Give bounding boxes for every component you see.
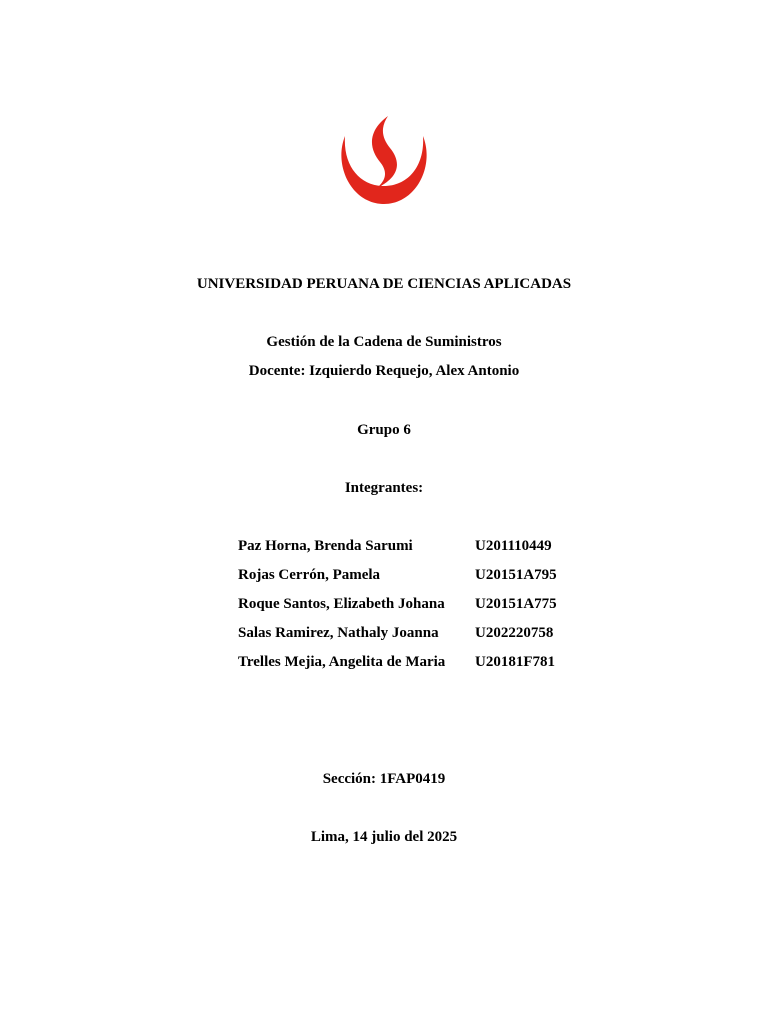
member-name: Salas Ramirez, Nathaly Joanna [238,625,439,641]
section-label: Sección: 1FAP0419 [322,771,446,787]
university-name: UNIVERSIDAD PERUANA DE CIENCIAS APLICADAS [196,276,572,292]
member-code: U201110449 [475,538,552,554]
university-logo-icon [336,114,432,206]
member-name: Trelles Mejia, Angelita de Maria [238,654,446,670]
members-heading: Integrantes: [344,480,424,496]
member-row [238,653,638,682]
member-code: U20181F781 [475,654,555,670]
teacher-name: Docente: Izquierdo Requejo, Alex Antonio [248,363,520,379]
member-name: Roque Santos, Elizabeth Johana [238,596,445,612]
course-title: Gestión de la Cadena de Suministros [266,334,502,350]
member-name: Paz Horna, Brenda Sarumi [238,538,413,554]
member-code: U20151A795 [475,567,557,583]
member-row [238,537,638,566]
member-row [238,566,638,595]
member-name: Rojas Cerrón, Pamela [238,567,381,583]
group-label: Grupo 6 [357,422,411,438]
members-list [238,537,638,682]
place-date: Lima, 14 julio del 2025 [310,829,458,845]
member-row [238,624,638,653]
member-row [238,595,638,624]
member-code: U20151A775 [475,596,557,612]
member-code: U202220758 [475,625,554,641]
